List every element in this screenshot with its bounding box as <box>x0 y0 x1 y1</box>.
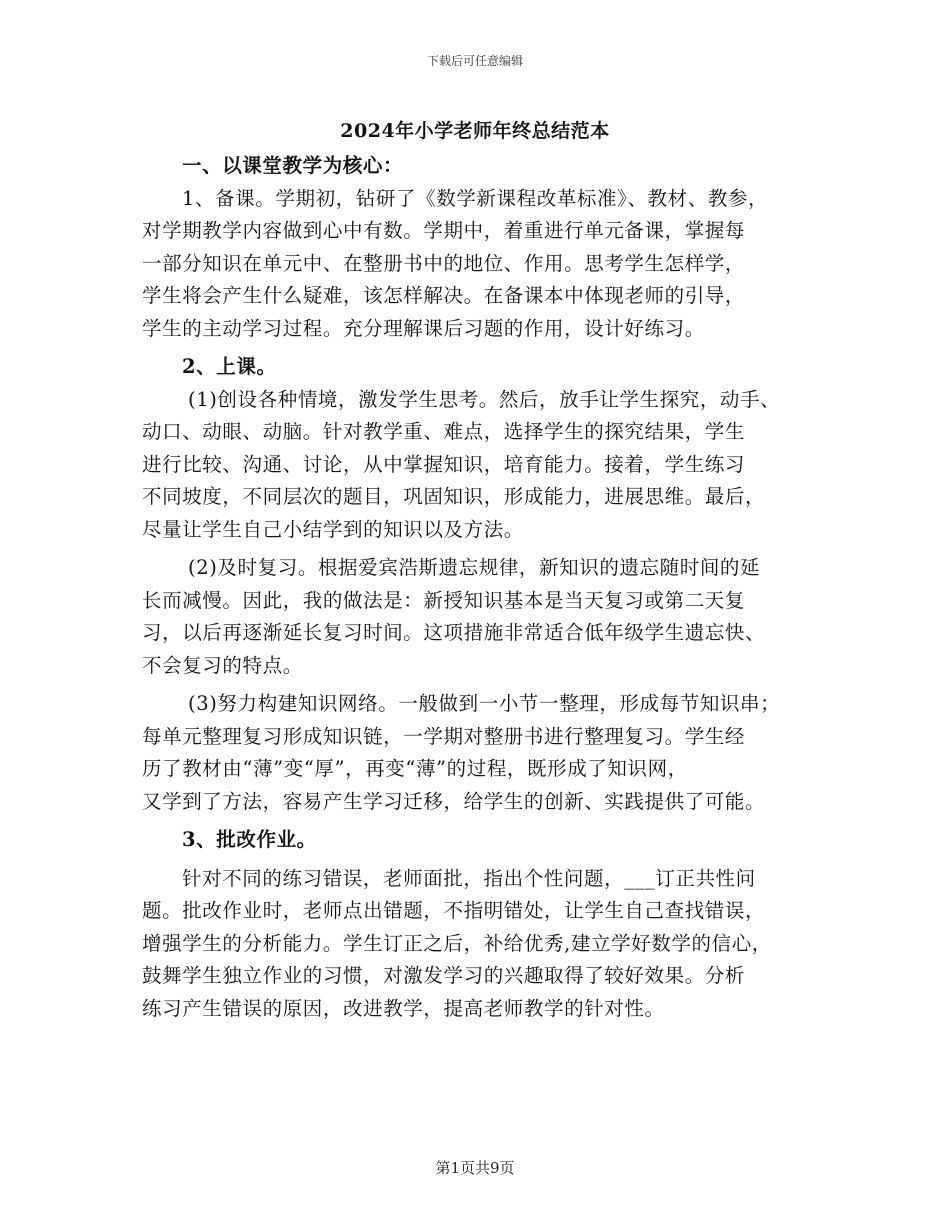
paragraph-line: 每单元整理复习形成知识链，一学期对整册书进行整理复习。学生经 <box>142 724 746 748</box>
paragraph-line: 历了教材由“薄”变“厚”，再变“薄”的过程，既形成了知识网， <box>142 757 688 780</box>
paragraph-timely-review <box>142 552 822 682</box>
paragraph-line: 不会复习的特点。 <box>142 653 303 677</box>
paragraph-line: 长而减慢。因此，我的做法是：新授知识基本是当天复习或第二天复 <box>142 588 746 612</box>
paragraph-homework-correction <box>142 863 822 1026</box>
document-title: 2024年小学老师年终总结范本 <box>340 120 610 142</box>
paragraph-line: 题。批改作业时，老师点出错题，不指明错处，让学生自己查找错误， <box>142 899 766 922</box>
section-heading-3: 3、批改作业。 <box>182 828 317 851</box>
paragraph-knowledge-network <box>142 688 822 818</box>
paragraph-line: (2)及时复习。根据爱宾浩斯遗忘规律，新知识的遗忘随时间的延 <box>188 556 761 579</box>
paragraph-line: (1)创设各种情境，激发学生思考。然后，放手让学生探究，动手、 <box>188 387 781 411</box>
document-body <box>142 150 822 1025</box>
paragraph-line: (3)努力构建知识网络。一般做到一小节一整理，形成每节知识串； <box>188 692 781 715</box>
paragraph-line: 又学到了方法，容易产生学习迁移，给学生的创新、实践提供了可能。 <box>142 789 766 813</box>
paragraph-line: 练习产生错误的原因，改进教学，提高老师教学的针对性。 <box>142 996 665 1020</box>
paragraph-lesson-prep <box>142 183 822 346</box>
paragraph-line: 针对不同的练习错误，老师面批，指出个性问题，___订正共性问 <box>182 866 756 890</box>
paragraph-line: 学生将会产生什么疑难，该怎样解决。在备课本中体现老师的引导， <box>142 284 746 307</box>
paragraph-line: 习，以后再逐渐延长复习时间。这项措施非常适合低年级学生遗忘快、 <box>142 621 766 644</box>
section-heading-1: 一、以课堂教学为核心： <box>182 154 404 177</box>
paragraph-line: 动口、动眼、动脑。针对教学重、难点，选择学生的探究结果，学生 <box>142 420 746 443</box>
paragraph-line: 一部分知识在单元中、在整册书中的地位、作用。思考学生怎样学， <box>142 251 746 275</box>
page-number-footer: 第1页共9页 <box>435 1159 515 1177</box>
section-heading-2: 2、上课。 <box>182 355 277 378</box>
paragraph-line: 不同坡度，不同层次的题目，巩固知识，形成能力，进展思维。最后， <box>142 485 766 508</box>
paragraph-line: 进行比较、沟通、讨论，从中掌握知识，培育能力。接着，学生练习 <box>142 452 746 476</box>
paragraph-line: 尽量让学生自己小结学到的知识以及方法。 <box>142 517 524 541</box>
paragraph-class-situations <box>142 384 822 547</box>
header-note: 下载后可任意编辑 <box>426 54 523 68</box>
paragraph-line: 鼓舞学生独立作业的习惯，对激发学习的兴趣取得了较好效果。分析 <box>142 964 746 987</box>
paragraph-line: 学生的主动学习过程。充分理解课后习题的作用，设计好练习。 <box>142 316 705 340</box>
paragraph-line: 1、备课。学期初，钻研了《数学新课程改革标准》、教材、教参， <box>182 186 769 210</box>
paragraph-line: 对学期教学内容做到心中有数。学期中，着重进行单元备课，掌握每 <box>142 219 746 242</box>
paragraph-line: 增强学生的分析能力。学生订正之后，补给优秀,建立学好数学的信心， <box>142 931 772 955</box>
